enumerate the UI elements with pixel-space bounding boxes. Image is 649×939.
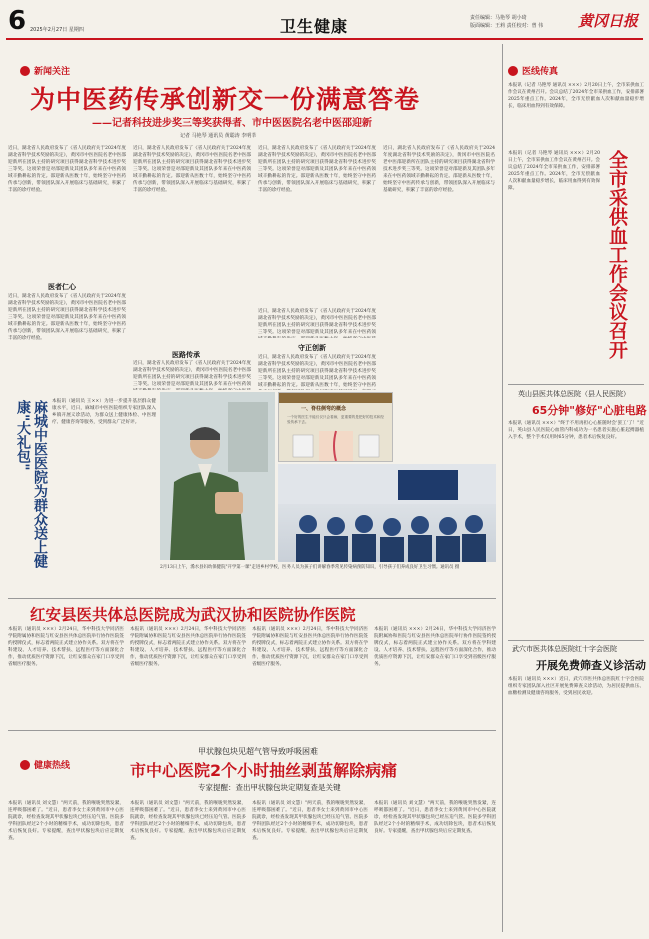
hotline-col-1: 本报讯（通讯员 刘文慧）"两天前，我的喉咙突然发紧，连呼吸都困难了。"近日，患者李女士来到黄冈市中心医院就诊，经检查发现其甲状腺包块已经压迫气管。医院多学科团队经过2个小时的精细手术，成功切除包块，患者术后恢复良好。专家提醒，查出甲状腺包块后应定期复查。 [8, 801, 124, 841]
subhead-shouzheng: 守正创新 [298, 344, 326, 352]
news-focus-col-4: 近日，湖北省人民政府发布了《省人民政府关于2024年度湖北省科学技术奖励的决定》，黄冈市中医医院名老中医邵迎新所在团队主持的研究项目获得湖北省科学技术进步奖三等奖。这项荣誉是对邵迎新及其团队多年来在中医药领域辛勤耕耘的肯定。邵迎新从医数十年，始终坚守中医药传承与创新，带领团队深入开展临床与基础研究，积累了丰富的诊疗经验。 [383, 146, 495, 193]
wuhan-top-rule [8, 598, 496, 599]
news-focus-col-2b: 近日，湖北省人民政府发布了《省人民政府关于2024年度湖北省科学技术奖励的决定》，黄冈市中医医院名老中医邵迎新所在团队主持的研究项目获得湖北省科学技术进步奖三等奖。这项荣誉是对邵迎新及其团队多年来在中医药领 [133, 361, 251, 387]
section-dot-icon [20, 760, 30, 770]
subhead-yilu: 医路传承 [172, 351, 200, 359]
editor-line-2: 版面编辑：王莉 责任校对：曾 伟 [470, 23, 544, 29]
health-hotline-label: 健康热线 [20, 758, 70, 771]
news-focus-label: 新闻关注 [20, 64, 70, 77]
right-column-divider [502, 44, 503, 932]
yingshan-headline: 65分钟"修好"心脏电路 [532, 404, 647, 417]
hotline-col-2: 本报讯（通讯员 刘文慧）"两天前，我的喉咙突然发紧，连呼吸都困难了。"近日，患者李女士来到黄冈市中心医院就诊，经检查发现其甲状腺包块已经压迫气管。医院多学科团队经过2个小时的精细手术，成功切除包块，患者术后恢复良好。专家提醒，查出甲状腺包块后应定期复查。 [130, 801, 246, 841]
section-title: 卫生健康 [280, 17, 349, 36]
news-focus-byline: 记者 马艳琴 通讯员 黄聪涛 李明莘 [180, 133, 257, 139]
blood-story-top: 本报讯（记者 马艳琴 通讯员 ×××）2月20日上午，全市采供血工作会议在黄州召开。会议总结了2024年全市采供血工作，安排部署2025年重点工作。2024年，全市无偿献血人次和献血量稳步增长，临床用血得到有效保障。 [508, 83, 644, 109]
section-dot-icon [508, 66, 518, 76]
macheng-vertical-headline: 麻城中医医院为群众送上健康"大礼包" [15, 400, 48, 568]
section-dot-icon [20, 66, 30, 76]
wuxue-body: 本报讯（通讯员 ×××）近日，武穴市医共体总医院红十字会医院组织专家团队深入社区开展免费筛查义诊活动，为居民提供血压、血糖检测及健康咨询服务，受到居民欢迎。 [508, 677, 644, 696]
poster-title: 一、脊柱侧弯的概念 [301, 406, 347, 412]
yingshan-body: 本报讯（通讯员 ×××）"终于不用再担心心脏随时会'罢工'了！"近日，英山县人民医院心血管内科成功为一名患者实施心脏起搏器植入手术，整个手术仅用时65分钟，患者术后恢复良好。 [508, 421, 644, 440]
wuxue-headline: 开展免费筛查义诊活动 [536, 659, 646, 672]
right-column-label: 医线传真 [508, 64, 558, 77]
subhead-yizhe: 医者仁心 [48, 283, 76, 291]
hongan-headline: 红安县医共体总医院成为武汉协和医院协作医院 [30, 606, 356, 624]
news-focus-headline: 为中医药传承创新交一份满意答卷 [30, 85, 421, 114]
classroom-photo [278, 464, 496, 562]
news-focus-col-3c: 近日，湖北省人民政府发布了《省人民政府关于2024年度湖北省科学技术奖励的决定》，黄冈市中医医院名老中医邵迎新所在团队主持的研究项目获得湖北省科学技术进步奖三等奖。这项荣誉是对邵迎新及其团队多年来在中医药领域辛勤耕耘的肯定。邵迎新从医数十年，始终坚守中医药 [258, 355, 376, 388]
news-focus-col-1b: 近日，湖北省人民政府发布了《省人民政府关于2024年度湖北省科学技术奖励的决定》，黄冈市中医医院名老中医邵迎新所在团队主持的研究项目获得湖北省科学技术进步奖三等奖。这项荣誉是对邵迎新及其团队多年来在中医药领域辛勤耕耘的肯定。邵迎新从医数十年，始终坚守中医药传承与创新，带领团队深入开展临床与基础研究，积累了丰富的诊疗经验。 [8, 294, 126, 341]
date-line: 2025年2月27日 星期四 [30, 27, 84, 33]
right-rule-2 [508, 640, 644, 641]
newspaper-logo: 黄冈日报 [578, 12, 639, 30]
wuxue-kicker: 武穴市医共体总医院红十字会医院 [512, 645, 617, 653]
masthead-rule [6, 38, 643, 40]
photo-news-caption: 2月13日上午，浠水县妇幼保健院"开学第一课"走进乡村学校，医务人员为孩子们讲解春季常见传染病预防知识，引导孩子们养成良好卫生习惯。通讯员 摄 [160, 565, 460, 570]
hotline-top-rule [8, 730, 496, 731]
hongan-col-4: 本报讯（通讯员 ×××）2月24日，华中科技大学同济医学院附属协和医院与红安县医共体总医院举行协作医院签约授牌仪式，标志着两院正式建立协作关系。双方将在学科建设、人才培养、技术帮扶、远程医疗等方面深化合作，推动优质医疗资源下沉，让红安群众在家门口享受到省级医疗服务。 [374, 627, 496, 667]
blood-story-body: 本报讯（记者 马艳琴 通讯员 ×××）2月20日上午，全市采供血工作会议在黄州召开。会议总结了2024年全市采供血工作，安排部署2025年重点工作。2024年，全市无偿献血人次和献血量稳步增长，临床用血得到有效保障。 [508, 151, 600, 191]
hotline-headline: 市中心医院2个小时抽丝剥茧解除病痛 [130, 761, 398, 780]
hotline-col-4: 本报讯（通讯员 刘文慧）"两天前，我的喉咙突然发紧，连呼吸都困难了。"近日，患者李女士来到黄冈市中心医院就诊，经检查发现其甲状腺包块已经压迫气管。医院多学科团队经过2个小时的精细手术，成功切除包块，患者术后恢复良好。专家提醒，查出甲状腺包块后应定期复查。 [374, 801, 496, 834]
news-focus-subheadline: ——记者科技进步奖三等奖获得者、市中医医院名老中医邵迎新 [92, 118, 372, 129]
hongan-col-3: 本报讯（通讯员 ×××）2月24日，华中科技大学同济医学院附属协和医院与红安县医共体总医院举行协作医院签约授牌仪式，标志着两院正式建立协作关系。双方将在学科建设、人才培养、技术帮扶、远程医疗等方面深化合作，推动优质医疗资源下沉，让红安群众在家门口享受到省级医疗服务。 [252, 627, 368, 667]
news-focus-col-1: 近日，湖北省人民政府发布了《省人民政府关于2024年度湖北省科学技术奖励的决定》，黄冈市中医医院名老中医邵迎新所在团队主持的研究项目获得湖北省科学技术进步奖三等奖。这项荣誉是对邵迎新及其团队多年来在中医药领域辛勤耕耘的肯定。邵迎新从医数十年，始终坚守中医药传承与创新，带领团队深入开展临床与基础研究，积累了丰富的诊疗经验。 [8, 146, 126, 193]
hongan-col-1: 本报讯（通讯员 ×××）2月24日，华中科技大学同济医学院附属协和医院与红安县医共体总医院举行协作医院签约授牌仪式，标志着两院正式建立协作关系。双方将在学科建设、人才培养、技术帮扶、远程医疗等方面深化合作，推动优质医疗资源下沉，让红安群众在家门口享受到省级医疗服务。 [8, 627, 124, 667]
news-focus-col-3b: 近日，湖北省人民政府发布了《省人民政府关于2024年度湖北省科学技术奖励的决定》，黄冈市中医医院名老中医邵迎新所在团队主持的研究项目获得湖北省科学技术进步奖三等奖。这项荣誉是对邵迎新及其团队多年来在中医药领 [258, 309, 376, 335]
news-focus-col-2: 近日，湖北省人民政府发布了《省人民政府关于2024年度湖北省科学技术奖励的决定》，黄冈市中医医院名老中医邵迎新所在团队主持的研究项目获得湖北省科学技术进步奖三等奖。这项荣誉是对邵迎新及其团队多年来在中医药领域辛勤耕耘的肯定。邵迎新从医数十年，始终坚守中医药传承与创新，带领团队深入开展临床与基础研究，积累了丰富的诊疗经验。 [133, 146, 251, 193]
blood-vertical-headline: 全市采供血工作会议召开 [606, 150, 628, 359]
right-rule-1 [508, 384, 644, 385]
macheng-brief-body: 本报讯（通讯员 王××）为进一步提升基层群众健康水平，近日，麻城市中医医院组织专家团队深入乡镇开展义诊活动，为群众送上健康体检、中医理疗、健康咨询等服务，受到群众广泛好评。 [52, 399, 156, 425]
hongan-col-2: 本报讯（通讯员 ×××）2月24日，华中科技大学同济医学院附属协和医院与红安县医共体总医院举行协作医院签约授牌仪式，标志着两院正式建立协作关系。双方将在学科建设、人才培养、技术帮扶、远程医疗等方面深化合作，推动优质医疗资源下沉，让红安群众在家门口享受到省级医疗服务。 [130, 627, 246, 667]
page-number: 6 [8, 6, 27, 36]
doctor-photo [160, 392, 275, 560]
news-focus-col-3: 近日，湖北省人民政府发布了《省人民政府关于2024年度湖北省科学技术奖励的决定》，黄冈市中医医院名老中医邵迎新所在团队主持的研究项目获得湖北省科学技术进步奖三等奖。这项荣誉是对邵迎新及其团队多年来在中医药领域辛勤耕耘的肯定。邵迎新从医数十年，始终坚守中医药传承与创新，带领团队深入开展临床与基础研究，积累了丰富的诊疗经验。 [258, 146, 376, 193]
yingshan-kicker: 英山县医共体总医院（县人民医院） [518, 390, 630, 398]
poster-caption: 一个好的医生不能仅仅只会看病，更重要的是把好的技术和经验传承下去。 [287, 415, 385, 424]
editor-line-1: 责任编辑：马艳琴 胡小琦 [470, 15, 527, 21]
hotline-kicker: 甲状腺包块见超气管导致呼吸困难 [198, 747, 318, 756]
doctor-figure-icon [160, 392, 275, 560]
medical-poster-photo [278, 392, 393, 462]
hotline-col-3: 本报讯（通讯员 刘文慧）"两天前，我的喉咙突然发紧，连呼吸都困难了。"近日，患者李女士来到黄冈市中心医院就诊，经检查发现其甲状腺包块已经压迫气管。医院多学科团队经过2个小时的精细手术，成功切除包块，患者术后恢复良好。专家提醒，查出甲状腺包块后应定期复查。 [252, 801, 368, 841]
hotline-subheadline: 专家提醒：查出甲状腺包块定期复查是关键 [198, 783, 341, 792]
classroom-children-icon [278, 464, 496, 562]
spine-illustration-icon [289, 429, 384, 461]
